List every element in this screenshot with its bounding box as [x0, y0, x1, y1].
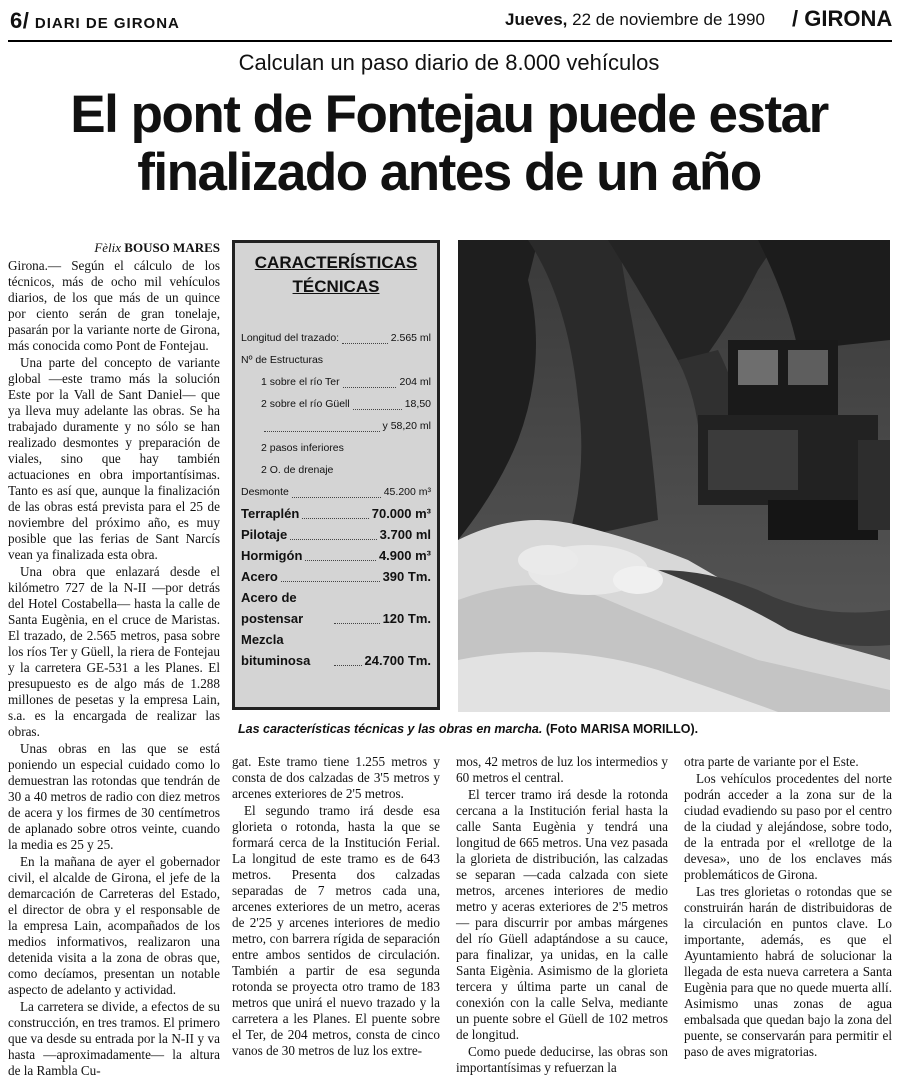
article-column-4 [684, 754, 892, 1061]
spec-row [241, 629, 431, 671]
spec-label: Mezcla bituminosa [241, 632, 311, 668]
headline-line-1: El pont de Fontejau puede estar [70, 85, 828, 144]
spec-row [241, 587, 431, 629]
spec-row [241, 393, 431, 415]
spec-value: 390 Tm. [382, 569, 431, 584]
byline-last-name: BOUSO MARES [124, 240, 220, 255]
spec-label: Desmonte [241, 486, 289, 498]
paragraph: Unas obras en las que se está poniendo un especial cuidado como lo demuestran las rotondas que tendrán de 30 a 40 metros de radio con diez metros de acera y los firmes de 30 centímetros de aplanado sobre otros veinte, cuando la media es 25 y 25. [8, 741, 220, 852]
spec-row [241, 327, 431, 349]
specs-small-list [241, 327, 431, 503]
caption-credit: (Foto MARISA MORILLO). [545, 722, 699, 736]
spec-label: Longitud del trazado: [241, 332, 340, 344]
paragraph: Como puede deducirse, las obras son importantísimas y refuerzan la [456, 1044, 668, 1075]
masthead [10, 8, 180, 34]
headline-line-2: finalizado antes de un año [137, 143, 761, 202]
paragraph: Girona.— Según el cálculo de los técnicos, más de ocho mil vehículos diarios, de los que más de un quince por ciento serán de gran tonelaje, pasarán por la variante norte de Girona, más conocida como Pont de Fontejau. [8, 258, 220, 353]
article-column-2 [232, 754, 440, 1060]
headline [20, 86, 878, 202]
section-label: GIRONA [804, 6, 893, 31]
spec-row [241, 459, 431, 481]
paragraph: El tercer tramo irá desde la rotonda cercana a la Institución ferial hasta la calle Santa Eugènia y tendrá una longitud de 665 metros. Una vez pasada la glorieta de distribución, las calzadas se separan —cada calzada con siete metros, arcenes interiores de medio metro y aceras exteriores de 2'5 metros— para discurrir por ambas márgenes del río Güell adaptándose a su cauce, para finalizar, ya unidas, en la calle Santa Eigènia. Asimismo de la glorieta tercera y última parte un canal de conexión con la calle Selva, mediante un puente sobre el Güell de 102 metros de longitud. [456, 787, 668, 1042]
spec-value: 204 ml [399, 376, 431, 388]
spec-label: Acero de postensar [241, 590, 304, 626]
spec-row [241, 545, 431, 566]
section-name [792, 6, 892, 32]
spec-value: 18,50 [404, 398, 431, 410]
specs-title-line-2: TÉCNICAS [292, 277, 380, 296]
paragraph: mos, 42 metros de luz los intermedios y 60 metros el central. [456, 754, 668, 785]
spec-row [241, 415, 431, 437]
technical-specs-box [232, 240, 440, 710]
specs-title-line-1: CARACTERÍSTICAS [254, 253, 418, 272]
paragraph: Las tres glorietas o rotondas que se construirán harán de distribuidoras de la circulación en puntos clave. Lo importante, además, es que el Ayuntamiento habrá de solucionar la llegada de esta nueva carretera a Santa Eugènia para que no quede muerta allí. Asimismo unas zonas de agua embalsada que quedan bajo la zona del puente, se conservarán para permitir el paso de aves migratorias. [684, 884, 892, 1059]
paragraph: gat. Este tramo tiene 1.255 metros y consta de dos calzadas de 3'5 metros y arcenes exteriores de 2'5 metros. [232, 754, 440, 801]
spec-label: 2 sobre el río Güell [261, 398, 350, 410]
spec-label: Terraplén [241, 506, 300, 521]
section-separator: / [792, 6, 799, 31]
paragraph: Una parte del concepto de variante global —este tramo más la solución Este por la Vall de Sant Daniel— que ya lleva muy adelante las obras. Se ha trabajado duramente y no sólo se han realizado desmontes y preparación de viales, sino que hay también actuaciones en obra importantísimas. Tanto es así que, aunque la finalización de las obras está prevista para el 25 de noviembre del próximo año, es muy posible que las ferias de Sant Narcís vean ya finalizada esta obra. [8, 355, 220, 562]
specs-big-list [241, 503, 431, 671]
spec-row [241, 566, 431, 587]
header-rule [8, 40, 892, 42]
page-number: 6/ [10, 8, 30, 33]
spec-value: 70.000 m³ [371, 506, 431, 521]
spec-label: Pilotaje [241, 527, 288, 542]
article-column-1 [8, 240, 220, 1080]
spec-row [241, 524, 431, 545]
article-column-3 [456, 754, 668, 1077]
paragraph: otra parte de variante por el Este. [684, 754, 859, 769]
page-header [0, 0, 898, 40]
spec-row [241, 481, 431, 503]
photo-caption [238, 722, 890, 736]
specs-title [241, 251, 431, 299]
construction-photo-image [458, 240, 890, 712]
weekday: Jueves, [505, 10, 568, 29]
paragraph: En la mañana de ayer el gobernador civil, el alcalde de Girona, el jefe de la demarcación de Carreteras del Estado, el director de obra y el responsable de la empresa Lain, acompañados de los medios informativos, realizaron una detenida visita a la zona de obras que, como decíamos, presentan un notable aspecto de adelanto y actividad. [8, 854, 220, 997]
spec-value: 120 Tm. [382, 611, 431, 626]
spec-label: Acero [241, 569, 278, 584]
spec-row [241, 371, 431, 393]
spec-value: 4.900 m³ [378, 548, 431, 563]
spec-value: y 58,20 ml [382, 420, 431, 432]
construction-photo [458, 240, 890, 712]
byline [8, 240, 220, 256]
byline-first-name: Fèlix [94, 240, 122, 255]
spec-label: 2 pasos inferiores [261, 442, 344, 454]
spec-value: 45.200 m³ [383, 486, 431, 498]
issue-date [505, 10, 765, 30]
paragraph: Una obra que enlazará desde el kilómetro 727 de la N-II —por detrás del Hotel Costabella— hasta la calle de Santa Eugènia, en el cruce de Maristas. El trazado, de 2.565 metros, pasa sobre los ríos Ter y Güell, la riera de Fontejau y la carretera GE-531 a les Planes. El presupuesto es de algo más de 1.288 millones de pesetas y la empresa Lain, s.a. es la encargada de realizar las obras. [8, 564, 220, 739]
spec-row [241, 437, 431, 459]
spec-row [241, 503, 431, 524]
paragraph: La carretera se divide, a efectos de su construcción, en tres tramos. El primero que va desde su entrada por la N-II y va hasta —aproximadamente— la altura de la Rambla Cu- [8, 999, 220, 1078]
spec-row [241, 349, 431, 371]
spec-value: 24.700 Tm. [364, 653, 431, 668]
paragraph: El segundo tramo irá desde esa glorieta o rotonda, hasta la que se formará cerca de la Institución Ferial. La longitud de este tramo es de 643 metros. Presenta dos calzadas separadas de 7 metros cada una, arcenes exteriores de un metro, aceras de 2'25 y arcenes interiores de medio metro, con barrera rígida de separación entre ambos sentidos de circulación. También a partir de esa segunda rotonda se proyecta otro tramo de 183 metros que unirá el nuevo trazado y la carretera a les Planes. El puente sobre el Ter, de 204 metros, consta de cinco vanos de 30 metros de luz los extre- [232, 803, 440, 1058]
spec-value: 2.565 ml [390, 332, 431, 344]
date-text: 22 de noviembre de 1990 [572, 10, 765, 29]
spec-label: Nº de Estructuras [241, 354, 324, 366]
kicker: Calculan un paso diario de 8.000 vehículos [238, 50, 660, 75]
spec-label: Hormigón [241, 548, 303, 563]
paragraph: Los vehículos procedentes del norte podrán acceder a la zona sur de la ciudad evadiendo su paso por el centro de la ciudad y alejándose, sobre todo, de la entrada por el «rellotge de la devesa», uno de los enclaves más problemáticos de Girona. [684, 771, 892, 882]
caption-text: Las características técnicas y las obras en marcha. [238, 722, 543, 736]
spec-label: 1 sobre el río Ter [261, 376, 340, 388]
spec-label: 2 O. de drenaje [261, 464, 334, 476]
paper-name: DIARI DE GIRONA [34, 15, 180, 32]
spec-value: 3.700 ml [379, 527, 431, 542]
